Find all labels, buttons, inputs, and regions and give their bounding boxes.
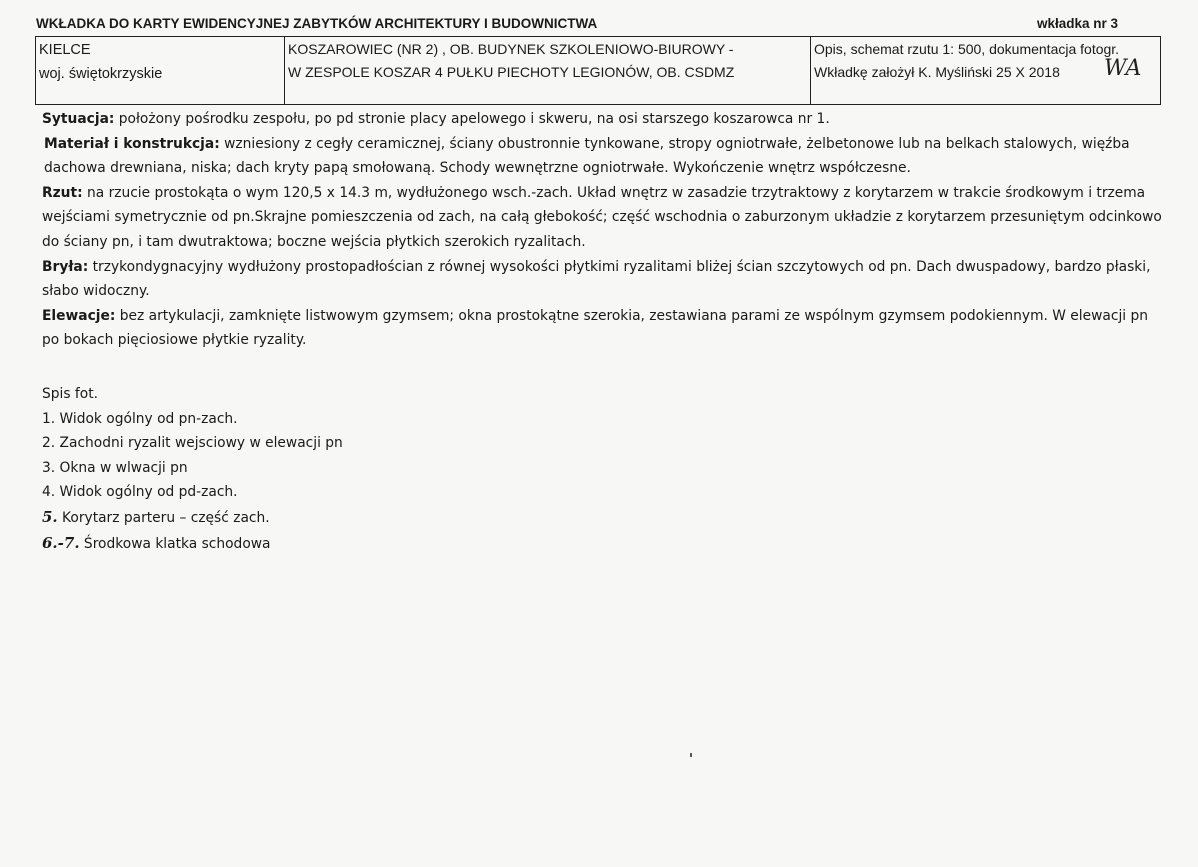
item-number: 1. xyxy=(42,410,56,427)
item-text: Korytarz parteru – część zach. xyxy=(57,509,270,526)
region-name: woj. świętokrzyskie xyxy=(39,66,163,82)
section-elevations xyxy=(42,304,1162,353)
item-text: Okna w wlwacji pn xyxy=(55,459,188,476)
section-label: Bryła: xyxy=(42,258,89,275)
photo-list-heading: Spis fot. xyxy=(42,386,99,402)
info-table xyxy=(35,36,1161,105)
section-label: Sytuacja: xyxy=(42,111,115,127)
item-number: 2. xyxy=(42,435,56,452)
list-item xyxy=(42,531,343,557)
section-text: bez artykulacji, zamknięte listwowym gzymsem; okna prostokątne szerokia, zestawiana parami ze wspólnym gzymsem podokiennym. W elewacji pn po bokach pięciosiowe płytkie ryzality. xyxy=(42,307,1148,349)
item-number: 4. xyxy=(42,484,56,501)
section-mass xyxy=(42,255,1162,304)
item-text: Widok ogólny od pn-zach. xyxy=(55,410,238,427)
section-text: wzniesiony z cegły ceramicznej, ściany obustronnie tynkowane, stropy ogniotrwałe, żelbetonowe lub na belkach stalowych, więźba dachowa drewniana, niska; dach kryty papą smołowaną. Schody wewnętrzne ogniotrwałe. Wykończenie wnętrz współczesne. xyxy=(44,135,1130,177)
section-plan xyxy=(42,181,1162,255)
handwritten-signature: WA xyxy=(1104,56,1142,81)
section-text: położony pośrodku zespołu, po pd stronie placy apelowego i skweru, na osi starszego koszarowca nr 1. xyxy=(114,111,830,127)
location-cell xyxy=(36,37,285,104)
insert-number: wkładka nr 3 xyxy=(1036,16,1118,31)
section-label: Elewacje: xyxy=(42,307,116,324)
section-label: Rzut: xyxy=(42,184,83,201)
section-material xyxy=(42,132,1162,181)
list-item xyxy=(42,407,343,432)
item-number: 6.-7. xyxy=(42,533,80,552)
object-line-1: KOSZAROWIEC (NR 2) , OB. BUDYNEK SZKOLENIOWO-BIUROWY - xyxy=(288,41,734,57)
item-text: Widok ogólny od pd-zach. xyxy=(55,484,238,501)
document-header xyxy=(36,16,1118,36)
docs-line-1: Opis, schemat rzutu 1: 500, dokumentacja fotogr. xyxy=(814,41,1120,57)
object-line-2: W ZESPOLE KOSZAR 4 PUŁKU PIECHOTY LEGIONÓW, OB. CSDMZ xyxy=(288,64,735,80)
docs-line-2: Wkładkę założył K. Myśliński 25 X 2018 xyxy=(814,64,1060,80)
place-name: KIELCE xyxy=(39,42,91,58)
item-text: Zachodni ryzalit wejsciowy w elewacji pn xyxy=(55,435,343,452)
list-item xyxy=(42,505,343,531)
list-item xyxy=(42,456,343,481)
item-number: 5. xyxy=(42,507,58,526)
description-body xyxy=(42,107,1162,353)
section-text: trzykondygnacyjny wydłużony prostopadłościan z równej wysokości płytkimi ryzalitami bliżej ścian szczytowych od pn. Dach dwuspadowy, bardzo płaski, słabo widoczny. xyxy=(42,258,1151,300)
paper-speck xyxy=(690,753,692,757)
document-title: WKŁADKA DO KARTY EWIDENCYJNEJ ZABYTKÓW ARCHITEKTURY I BUDOWNICTWA xyxy=(36,16,598,31)
object-cell xyxy=(285,37,811,104)
item-text: Środkowa klatka schodowa xyxy=(79,535,271,552)
list-item xyxy=(42,480,343,505)
section-situation xyxy=(42,107,1162,132)
section-text: na rzucie prostokąta o wym 120,5 x 14.3 m, wydłużonego wsch.-zach. Układ wnętrz w zasadzie trzytraktowy z korytarzem w trakcie środkowym i trzema wejściami symetrycznie od pn.Skrajne pomieszczenia od zach, na całą głebokość; część wschodnia o zaburzonym układzie z korytarzem przesuniętym odcinkowo do ściany pn, i tam dwutraktowa; boczne wejścia płytkich szerokich ryzalitach. xyxy=(42,184,1162,250)
section-label: Materiał i konstrukcja: xyxy=(44,135,220,152)
list-item xyxy=(42,431,343,456)
photo-list xyxy=(42,382,343,556)
item-number: 3. xyxy=(42,459,56,476)
